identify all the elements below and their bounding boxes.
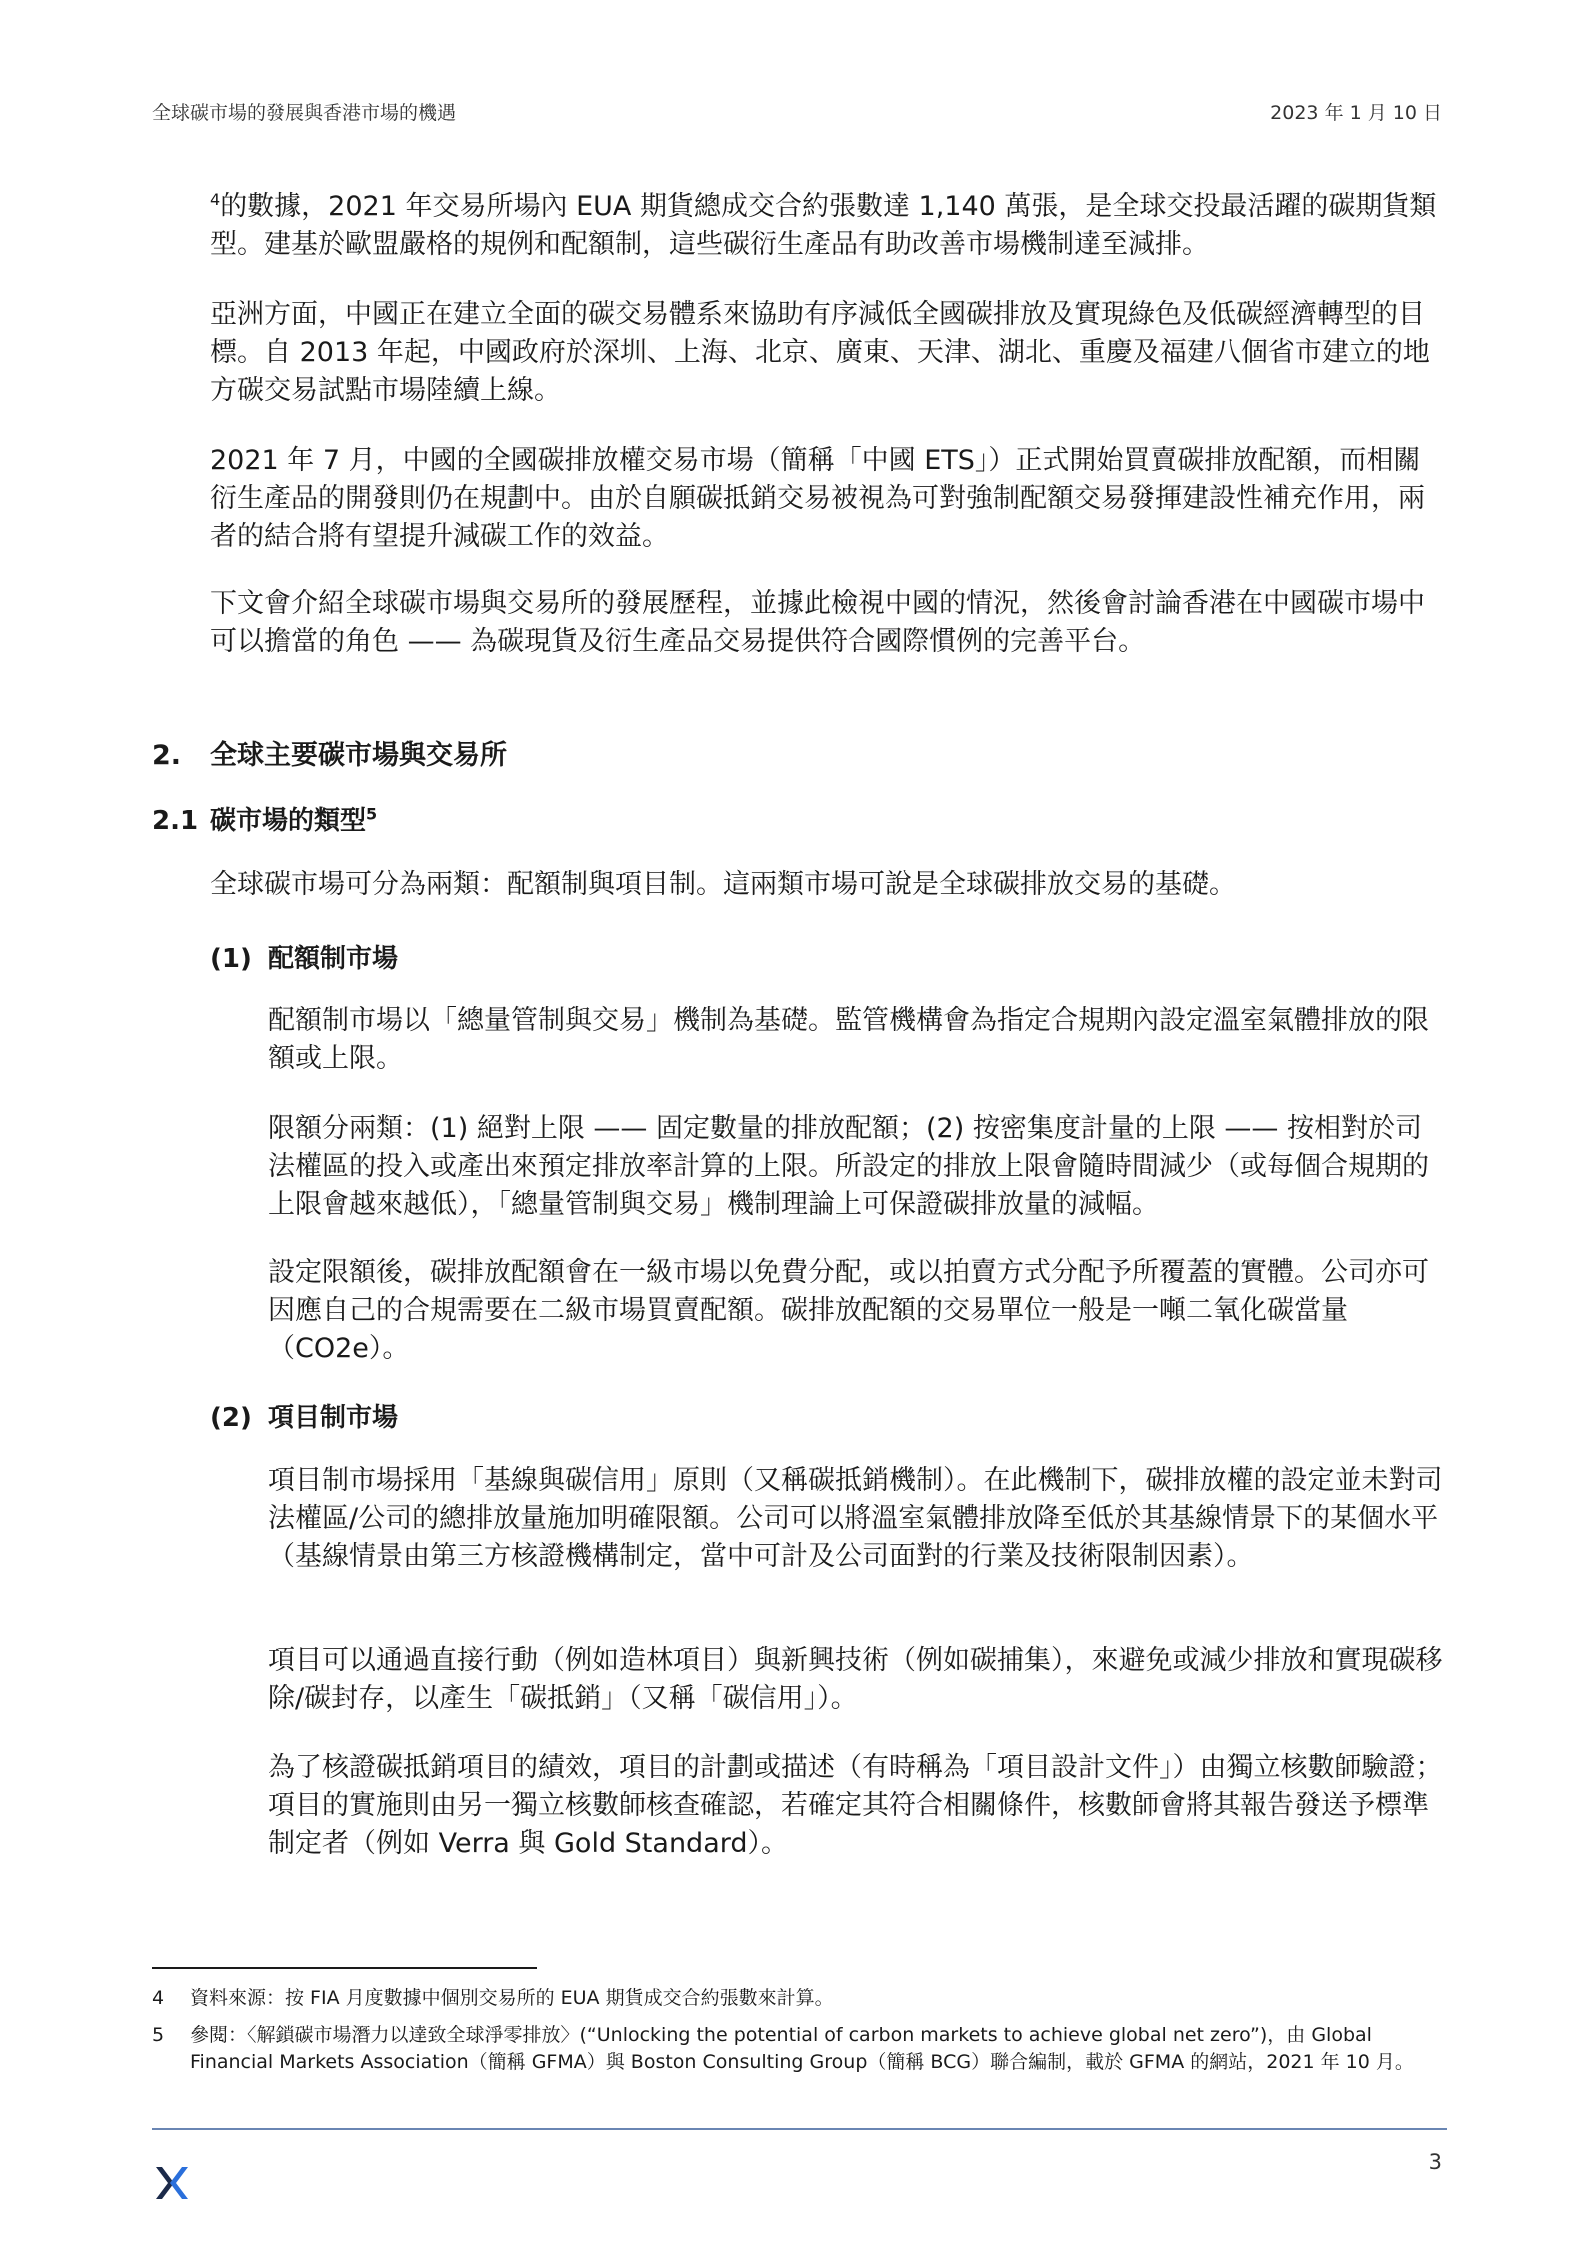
footnote-number: 5 bbox=[152, 2024, 165, 2046]
paragraph-verification bbox=[268, 1749, 1448, 1863]
footnote-divider bbox=[152, 1967, 537, 1969]
footnote-4 bbox=[152, 1985, 1447, 2012]
subsection-heading-2 bbox=[210, 1397, 398, 1434]
subsection-number: (2) bbox=[210, 1403, 252, 1433]
footnote-number: 4 bbox=[152, 1987, 165, 2009]
paragraph-project-actions bbox=[268, 1642, 1448, 1718]
paragraph-text: 項目制市場採用「基線與碳信用」原則（又稱碳抵銷機制）。在此機制下，碳排放權的設定並未對司法權區/公司的總排放量施加明確限額。公司可以將溫室氣體排放降至低於其基線情景下的某個水平（基線情景由第三方核證機構制定，當中可計及公司面對的行業及技術限制因素）。 bbox=[268, 1465, 1443, 1572]
paragraph-cap-types bbox=[268, 1110, 1448, 1224]
section-title: 碳市場的類型 bbox=[210, 806, 367, 836]
document-title: 全球碳市場的發展與香港市場的機遇 bbox=[152, 102, 457, 124]
section-heading-2 bbox=[152, 733, 507, 772]
document-date: 2023 年 1 月 10 日 bbox=[1270, 102, 1442, 124]
footnote-5 bbox=[152, 2022, 1447, 2076]
paragraph-eua-futures bbox=[210, 188, 1445, 264]
paragraph-baseline-credit bbox=[268, 1462, 1448, 1576]
section-title: 全球主要碳市場與交易所 bbox=[210, 740, 507, 771]
paragraph-text: 下文會介紹全球碳市場與交易所的發展歷程，並據此檢視中國的情況，然後會討論香港在中國碳市場中可以擔當的角色 —— 為碳現貨及衍生產品交易提供符合國際慣例的完善平台。 bbox=[210, 588, 1425, 657]
paragraph-asia bbox=[210, 296, 1445, 410]
footnote-ref-5[interactable]: 5 bbox=[366, 804, 378, 824]
paragraph-china-ets bbox=[210, 442, 1445, 556]
footnote-ref-4[interactable]: 4 bbox=[210, 190, 221, 209]
paragraph-text: 全球碳市場可分為兩類：配額制與項目制。這兩類市場可說是全球碳排放交易的基礎。 bbox=[210, 869, 1236, 900]
paragraph-text: 的數據，2021 年交易所場內 EUA 期貨總成交合約張數達 1,140 萬張，是全球交投最活躍的碳期貨類型。建基於歐盟嚴格的規例和配額制，這些碳衍生產品有助改善市場機制達至減排。 bbox=[210, 191, 1437, 260]
subsection-title: 項目制市場 bbox=[268, 1403, 399, 1433]
paragraph-text: 項目可以通過直接行動（例如造林項目）與新興技術（例如碳捕集），來避免或減少排放和實現碳移除/碳封存，以產生「碳抵銷」（又稱「碳信用」）。 bbox=[268, 1645, 1443, 1714]
page-number: 3 bbox=[1428, 2150, 1442, 2174]
section-number: 2. bbox=[152, 740, 182, 771]
paragraph-text: 限額分兩類：(1) 絕對上限 —— 固定數量的排放配額；(2) 按密集度計量的上限 —— 按相對於司法權區的投入或產出來預定排放率計算的上限。所設定的排放上限會隨時間減少（或每個合規期的上限會越來越低），「總量管制與交易」機制理論上可保證碳排放量的減幅。 bbox=[268, 1113, 1429, 1220]
section-heading-2-1 bbox=[152, 800, 377, 837]
subsection-heading-1 bbox=[210, 938, 398, 975]
paragraph-market-types bbox=[210, 866, 1445, 904]
subsection-title: 配額制市場 bbox=[268, 944, 399, 974]
footnote-text: 資料來源：按 FIA 月度數據中個別交易所的 EUA 期貨成交合約張數來計算。 bbox=[190, 1987, 834, 2009]
paragraph-text: 亞洲方面，中國正在建立全面的碳交易體系來協助有序減低全國碳排放及實現綠色及低碳經濟轉型的目標。自 2013 年起，中國政府於深圳、上海、北京、廣東、天津、湖北、重慶及福建八個省市建立的地方碳交易試點市場陸續上線。 bbox=[210, 299, 1430, 406]
footer-divider bbox=[152, 2128, 1447, 2130]
paragraph-text: 為了核證碳抵銷項目的績效，項目的計劃或描述（有時稱為「項目設計文件」）由獨立核數師驗證；項目的實施則由另一獨立核數師核查確認，若確定其符合相關條件，核數師會將其報告發送予標準制定者（例如 Verra 與 Gold Standard）。 bbox=[268, 1752, 1443, 1859]
subsection-number: (1) bbox=[210, 944, 252, 974]
paragraph-text: 配額制市場以「總量管制與交易」機制為基礎。監管機構會為指定合規期內設定溫室氣體排放的限額或上限。 bbox=[268, 1005, 1429, 1074]
hkex-logo-icon bbox=[152, 2163, 192, 2203]
footnote-text: 參閱：〈解鎖碳市場潛力以達致全球淨零排放〉(“Unlocking the potential of carbon markets to achieve global net zero”)，由 Global Financial Markets Association（簡稱 GFMA）與 Boston Consulting Group（簡稱 BCG）聯合編制，載於 GFMA 的網站，2021 年 10 月。 bbox=[190, 2024, 1414, 2073]
paragraph-overview bbox=[210, 585, 1445, 661]
paragraph-text: 2021 年 7 月，中國的全國碳排放權交易市場（簡稱「中國 ETS」）正式開始買賣碳排放配額，而相關衍生產品的開發則仍在規劃中。由於自願碳抵銷交易被視為可對強制配額交易發揮建設性補充作用，兩者的結合將有望提升減碳工作的效益。 bbox=[210, 445, 1425, 552]
paragraph-text: 設定限額後，碳排放配額會在一級市場以免費分配，或以拍賣方式分配予所覆蓋的實體。公司亦可因應自己的合規需要在二級市場買賣配額。碳排放配額的交易單位一般是一噸二氧化碳當量（CO2e）。 bbox=[268, 1257, 1429, 1364]
paragraph-allocation bbox=[268, 1254, 1448, 1368]
paragraph-cap-and-trade bbox=[268, 1002, 1448, 1078]
section-number: 2.1 bbox=[152, 806, 199, 836]
